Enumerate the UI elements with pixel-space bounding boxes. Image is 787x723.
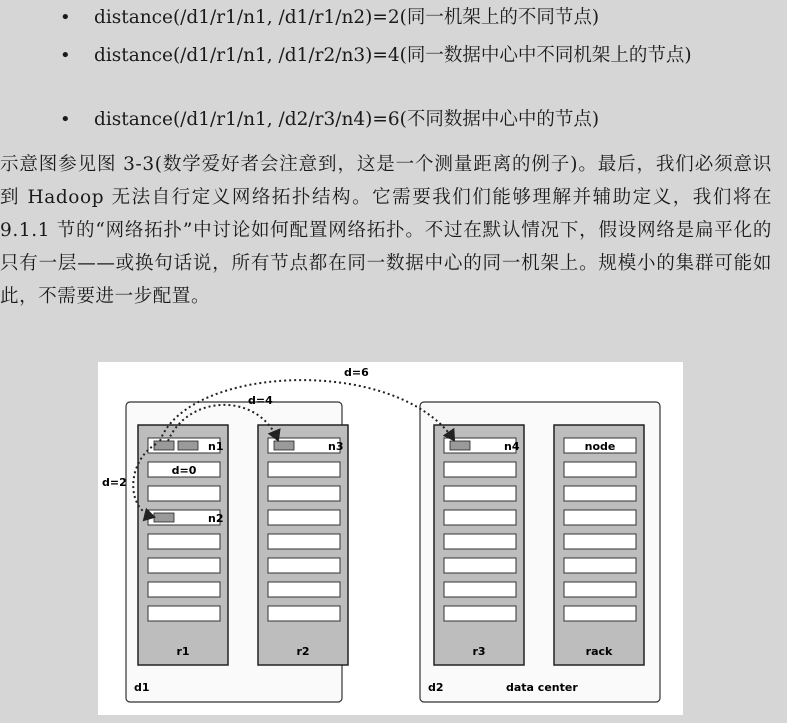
bullet-text: distance(/d1/r1/n1, /d1/r1/n2)=2(同一机架上的不同节点)	[94, 7, 600, 28]
bullet-dot: •	[60, 7, 71, 28]
bullet-item-1	[60, 2, 774, 34]
distance-d6-label: d=6	[344, 366, 369, 379]
bullet-dot: •	[60, 45, 71, 66]
distance-d4-label: d=4	[248, 394, 273, 407]
node-n1-label: n1	[208, 440, 224, 453]
datacenter-legend-label: data center	[506, 681, 578, 694]
node-n4-label: n4	[504, 440, 520, 453]
node-n2-label: n2	[208, 512, 224, 525]
node-generic-label: node	[584, 440, 616, 453]
rack-r1-label: r1	[176, 645, 190, 658]
bullet-item-2	[60, 40, 774, 72]
datacenter-d2-label: d2	[428, 681, 444, 694]
distance-d2-label: d=2	[102, 476, 127, 489]
bullet-text: distance(/d1/r1/n1, /d1/r2/n3)=4(同一数据中心中不同机架上的节点)	[94, 45, 692, 66]
bullet-item-3	[60, 104, 774, 136]
datacenter-d1-label: d1	[134, 681, 150, 694]
node-n3-label: n3	[328, 440, 344, 453]
node-n4-chip	[450, 441, 470, 450]
rack-r3-label: r3	[472, 645, 486, 658]
rack-generic-label: rack	[585, 645, 613, 658]
node-n3-chip	[274, 441, 294, 450]
distance-d0-label: d=0	[171, 464, 197, 477]
network-topology-figure	[98, 362, 683, 715]
node-n1-chip-2	[178, 441, 198, 450]
rack-r2-label: r2	[296, 645, 310, 658]
body-paragraph: 示意图参见图 3-3(数学爱好者会注意到，这是一个测量距离的例子)。最后，我们必须意识到 Hadoop 无法自行定义网络拓扑结构。它需要我们们能够理解并辅助定义，我们将在 9.1.1 节的“网络拓扑”中讨论如何配置网络拓扑。不过在默认情况下，假设网络是扁平化的只有一层——或换句话说，所有节点都在同一数据中心的同一机架上。规模小的集群可能如此，不需要进一步配置。	[0, 154, 772, 307]
bullet-text: distance(/d1/r1/n1, /d2/r3/n4)=6(不同数据中心中的节点)	[94, 109, 600, 130]
bullet-dot: •	[60, 109, 71, 130]
node-n1-chip	[154, 441, 174, 450]
node-n2-chip	[154, 513, 174, 522]
topology-diagram	[98, 362, 683, 715]
